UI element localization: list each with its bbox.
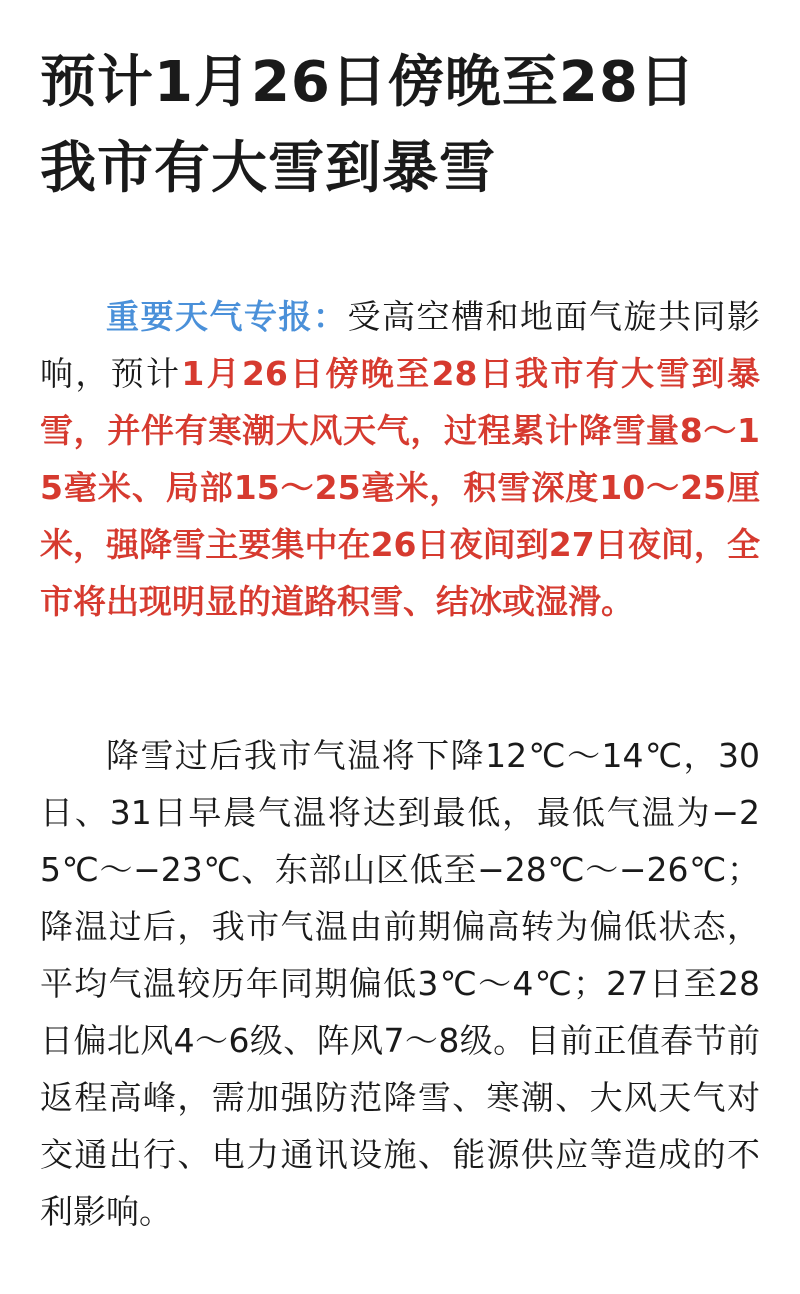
article-title (40, 40, 760, 212)
title-line-1: 预计1月26日傍晚至28日 (40, 50, 696, 115)
bulletin-highlight-text: 1月26日傍晚至28日我市有大雪到暴雪，并伴有寒潮大风天气，过程累计降雪量8～15毫米、局部15～25毫米，积雪深度10～25厘米，强降雪主要集中在26日夜间到27日夜间，全市将出现明显的道路积雪、结冰或湿滑。 (40, 354, 761, 621)
bulletin-intro-text: 受高空槽和地面气旋共同影响，预计 (40, 297, 760, 393)
temperature-paragraph: 降雪过后我市气温将下降12℃～14℃，30日、31日早晨气温将达到最低，最低气温为−25℃～−23℃、东部山区低至−28℃～−26℃；降温过后，我市气温由前期偏高转为偏低状态，平均气温较历年同期偏低3℃～4℃；27日至28日偏北风4～6级、阵风7～8级。目前正值春节前返程高峰，需加强防范降雪、寒潮、大风天气对交通出行、电力通讯设施、能源供应等造成的不利影响。 (40, 736, 760, 1231)
title-line-2: 我市有大雪到暴雪 (40, 136, 496, 201)
bulletin-label: 重要天气专报： (106, 297, 348, 336)
weather-bulletin-paragraph (40, 288, 760, 630)
